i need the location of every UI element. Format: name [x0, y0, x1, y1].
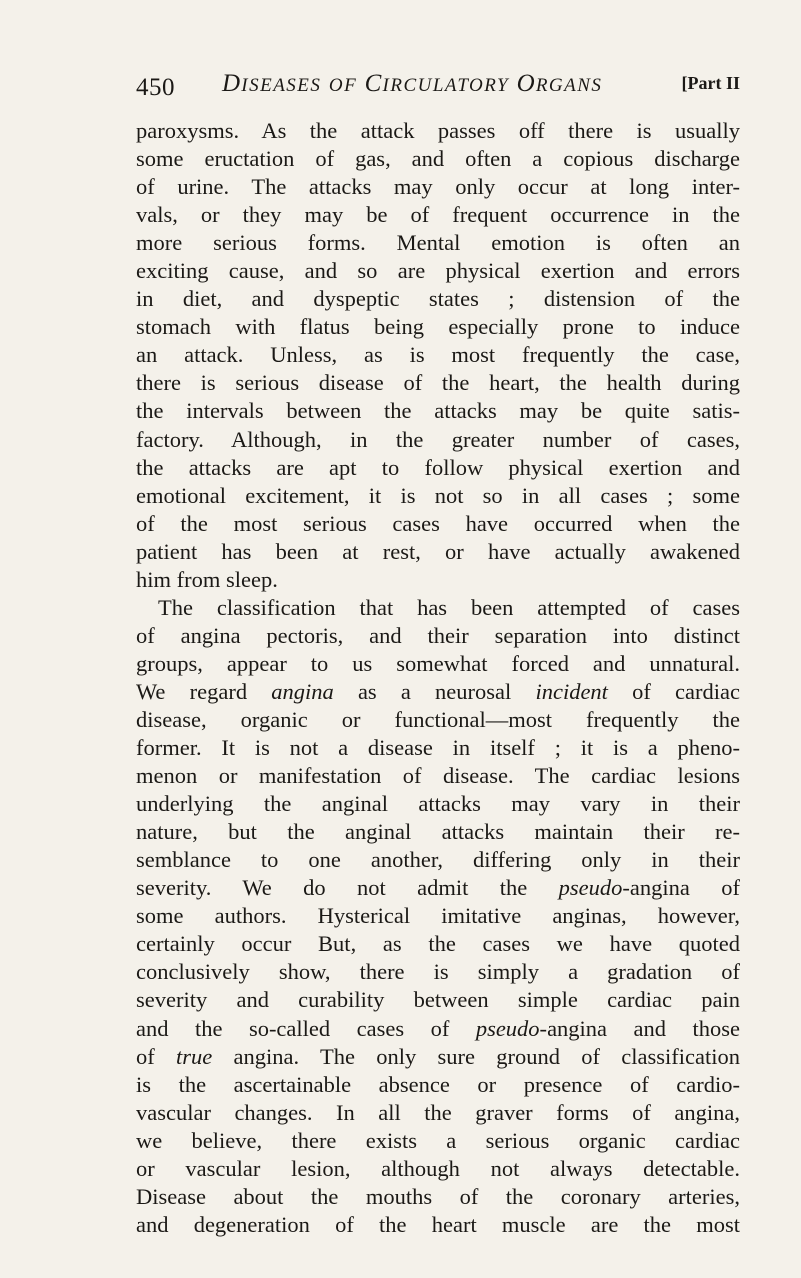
text-run: semblance to one another, differing only in their — [136, 847, 740, 873]
text-line — [136, 594, 740, 622]
text-line — [136, 1043, 740, 1071]
text-run: severity and curability between simple cardiac pain — [136, 987, 740, 1013]
running-header — [136, 70, 740, 110]
text-run: patient has been at rest, or have actually awakened — [136, 538, 740, 564]
text-line — [136, 538, 740, 566]
text-run: menon or manifestation of disease. The cardiac lesions — [136, 763, 740, 789]
text-line — [136, 650, 740, 678]
text-run: of the most serious cases have occurred when the — [136, 510, 740, 536]
text-line — [136, 145, 740, 173]
italic-term: true — [176, 1043, 213, 1069]
text-run: former. It is not a disease in itself ; it is a pheno- — [136, 735, 740, 761]
text-run: and the so-called cases of — [136, 1015, 476, 1041]
text-run: an attack. Unless, as is most frequently the case, — [136, 342, 740, 368]
text-run: some eructation of gas, and often a copious discharge — [136, 146, 740, 172]
text-line — [136, 930, 740, 958]
text-run: exciting cause, and so are physical exertion and errors — [136, 258, 740, 284]
text-run: and degeneration of the heart muscle are the most — [136, 1211, 740, 1237]
text-line — [136, 285, 740, 313]
body-text — [136, 117, 740, 1239]
text-run: some authors. Hysterical imitative anginas, however, — [136, 903, 740, 929]
text-run: angina and those — [547, 1015, 740, 1041]
text-line — [136, 1127, 740, 1155]
text-run: is the ascertainable absence or presence of cardio- — [136, 1071, 740, 1097]
text-run: of — [136, 1043, 177, 1069]
text-run: certainly occur But, as the cases we have quoted — [136, 931, 740, 957]
italic-term: pseudo- — [475, 1015, 548, 1041]
running-title-word — [517, 70, 603, 97]
text-run: severity. We do not admit the — [136, 875, 559, 901]
title-smallcaps: OF — [328, 75, 358, 96]
text-line — [136, 229, 740, 257]
title-initial: D — [222, 70, 242, 97]
text-run: disease, organic or functional—most frequently the — [136, 706, 740, 732]
running-title-word — [329, 70, 357, 97]
text-line — [136, 173, 740, 201]
text-line — [136, 622, 740, 650]
text-run: we believe, there exists a serious organic cardiac — [136, 1127, 740, 1153]
text-line — [136, 257, 740, 285]
text-line — [136, 566, 740, 594]
text-run: angina. The only sure ground of classification — [212, 1043, 740, 1069]
text-run: more serious forms. Mental emotion is often an — [136, 230, 740, 256]
text-line — [136, 734, 740, 762]
text-run: conclusively show, there is simply a gradation of — [136, 959, 740, 985]
text-line — [136, 986, 740, 1014]
text-run: vals, or they may be of frequent occurrence in the — [136, 202, 740, 228]
text-run: of angina pectoris, and their separation into distinct — [136, 622, 740, 648]
title-smallcaps: ISEASES — [241, 75, 322, 96]
text-line — [136, 1183, 740, 1211]
page-number: 450 — [136, 74, 175, 101]
text-run: him from sleep. — [136, 566, 278, 592]
text-run: nature, but the anginal attacks maintain their re- — [136, 819, 740, 845]
text-line — [136, 510, 740, 538]
title-smallcaps: IRCULATORY — [382, 75, 510, 96]
text-run: emotional excitement, it is not so in all cases ; some — [136, 482, 740, 508]
text-run: paroxysms. As the attack passes off there is usually — [136, 118, 740, 143]
text-line — [136, 397, 740, 425]
text-run: there is serious disease of the heart, the health during — [136, 370, 740, 396]
text-line — [136, 678, 740, 706]
text-run: factory. Although, in the greater number of cases, — [136, 426, 740, 452]
text-line — [136, 201, 740, 229]
text-run: We regard — [136, 678, 272, 704]
title-initial: O — [516, 70, 536, 97]
text-line — [136, 482, 740, 510]
running-title-word — [222, 70, 321, 97]
part-reference: [Part II — [681, 73, 740, 93]
text-run: the attacks are apt to follow physical exertion and — [136, 454, 740, 480]
text-line — [136, 313, 740, 341]
text-line — [136, 454, 740, 482]
text-run: groups, appear to us somewhat forced and unnatural. — [136, 650, 740, 676]
text-line — [136, 117, 740, 145]
title-initial: C — [364, 70, 383, 97]
text-run: vascular changes. In all the graver forms of angina, — [136, 1099, 740, 1125]
text-run: Disease about the mouths of the coronary arteries, — [136, 1183, 740, 1209]
text-line — [136, 426, 740, 454]
text-line — [136, 341, 740, 369]
text-line — [136, 902, 740, 930]
title-smallcaps: RGANS — [535, 75, 603, 96]
text-run: or vascular lesion, although not always detectable. — [136, 1155, 740, 1181]
running-title — [222, 70, 602, 98]
text-line — [136, 818, 740, 846]
text-run: of cardiac — [607, 678, 740, 704]
running-title-word — [365, 70, 509, 97]
text-line — [136, 874, 740, 902]
text-run: underlying the anginal attacks may vary in their — [136, 791, 740, 817]
italic-term: incident — [535, 678, 608, 704]
text-line — [136, 1071, 740, 1099]
text-line — [136, 706, 740, 734]
text-run: angina of — [629, 875, 741, 901]
text-line — [136, 1099, 740, 1127]
text-run: in diet, and dyspeptic states ; distension of the — [136, 286, 740, 312]
text-run: the intervals between the attacks may be quite satis- — [136, 398, 740, 424]
italic-term: pseudo- — [558, 875, 630, 901]
text-line — [136, 1015, 740, 1043]
text-run: as a neurosal — [333, 678, 536, 704]
text-line — [136, 1155, 740, 1183]
text-line — [136, 369, 740, 397]
text-line — [136, 846, 740, 874]
text-line — [136, 790, 740, 818]
text-run: stomach with flatus being especially prone to induce — [136, 314, 740, 340]
text-run: The classification that has been attempted of cases — [158, 594, 740, 620]
italic-term: angina — [271, 678, 334, 704]
text-line — [136, 958, 740, 986]
text-line — [136, 1211, 740, 1239]
text-run: of urine. The attacks may only occur at long inter- — [136, 174, 740, 200]
text-line — [136, 762, 740, 790]
